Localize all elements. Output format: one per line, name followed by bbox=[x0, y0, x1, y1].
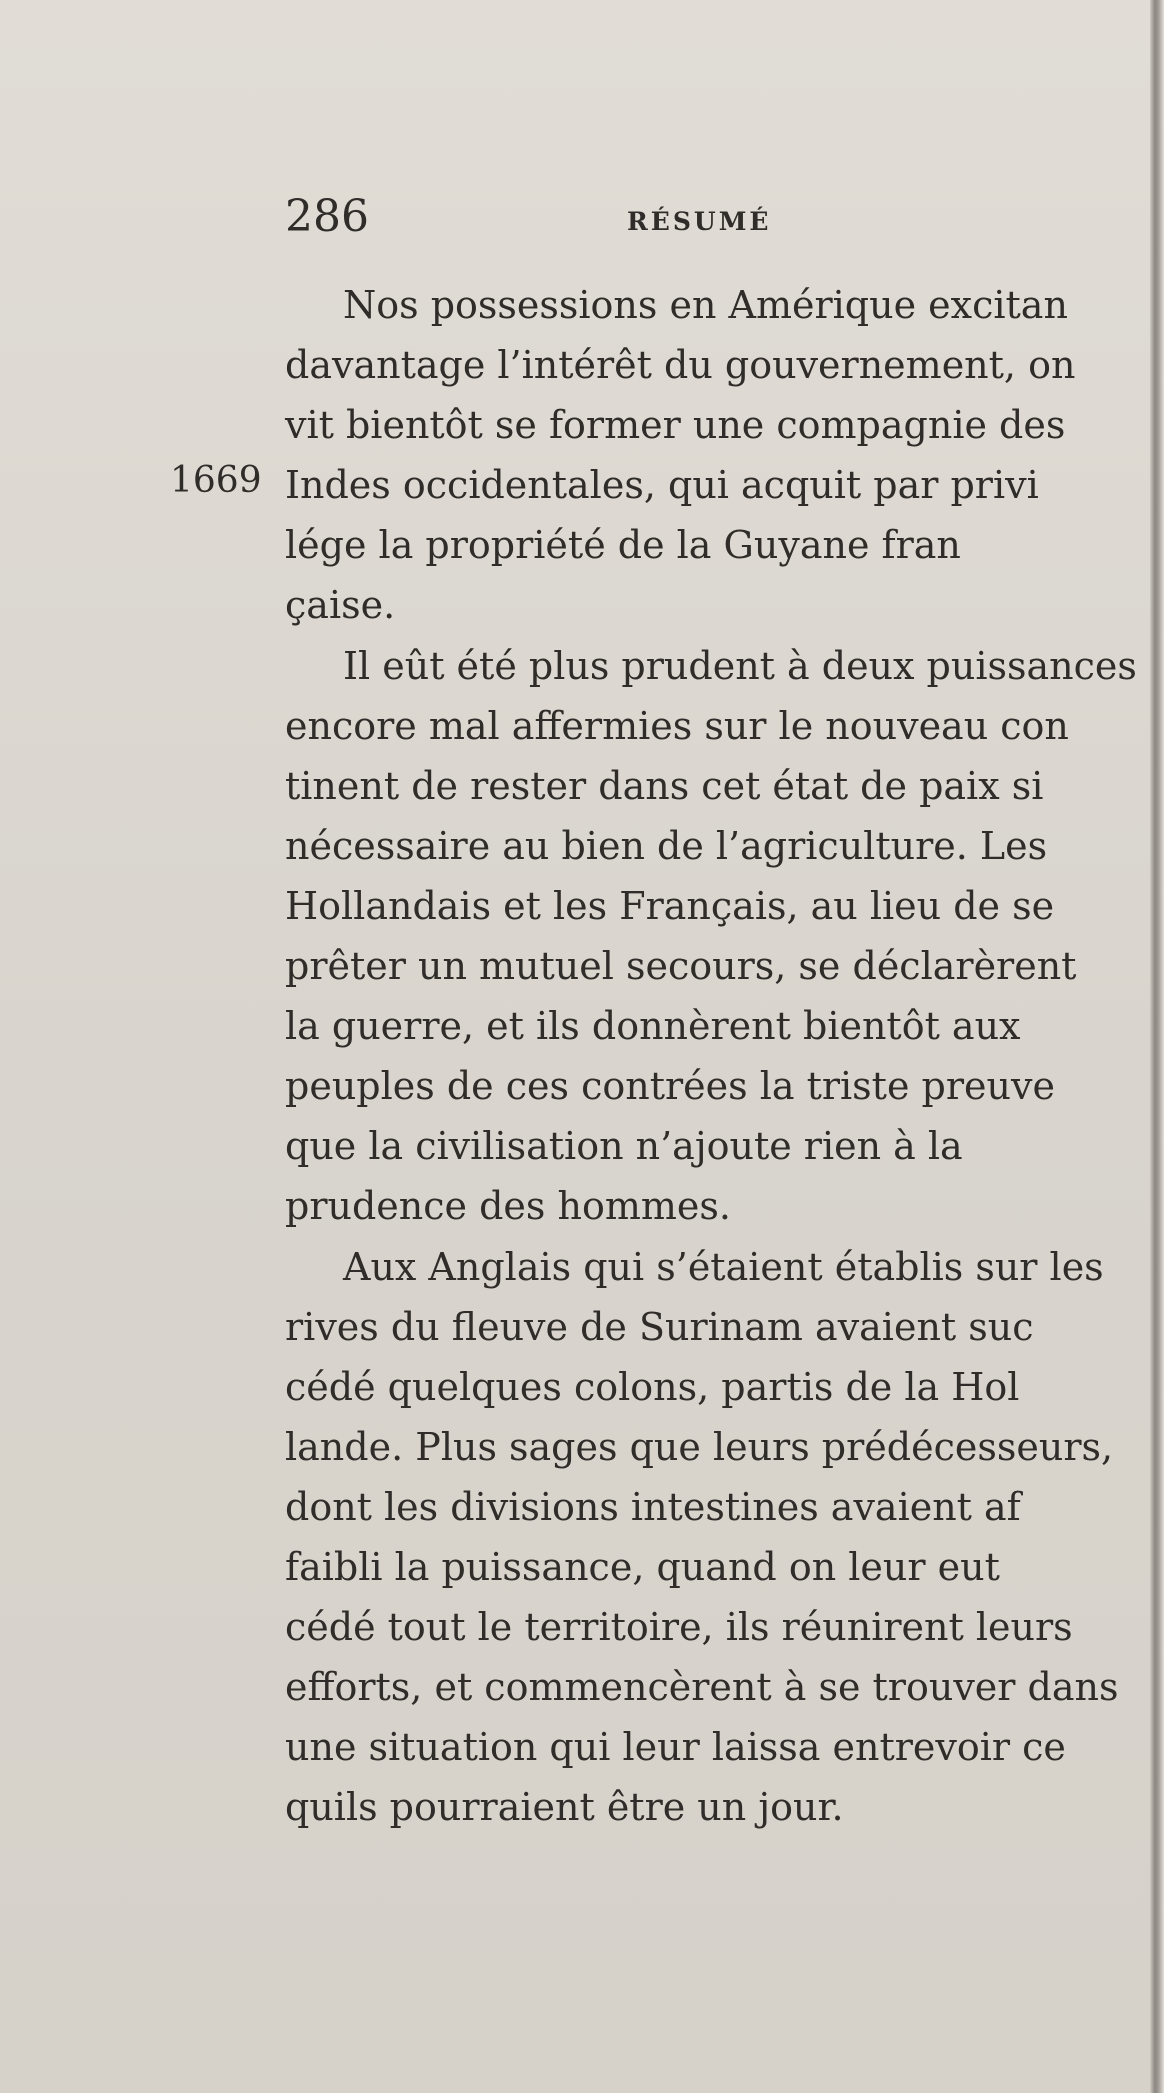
text-line: rives du fleuve de Surinam avaient suc bbox=[285, 1304, 1034, 1349]
text-line: peuples de ces contrées la triste preuve bbox=[285, 1064, 1055, 1109]
text-line: quils pourraient être un jour. bbox=[285, 1785, 844, 1830]
text-line: vit bientôt se former une compagnie des bbox=[285, 403, 1066, 448]
text-line: une situation qui leur laissa entrevoir ce bbox=[285, 1725, 1066, 1770]
text-line: lande. Plus sages que leurs prédécesseurs, bbox=[285, 1424, 1114, 1469]
text-line: efforts, et commencèrent à se trouver dans bbox=[285, 1665, 1119, 1710]
text-line: que la civilisation n’ajoute rien à la bbox=[285, 1124, 963, 1169]
text-line: Indes occidentales, qui acquit par privi bbox=[285, 463, 1039, 508]
text-line: lége la propriété de la Guyane fran bbox=[285, 523, 961, 568]
text-line: prêter un mutuel secours, se déclarèrent bbox=[285, 944, 1077, 989]
text-line: cédé tout le territoire, ils réunirent leurs bbox=[285, 1605, 1073, 1650]
text-line: Hollandais et les Français, au lieu de se bbox=[285, 883, 1055, 928]
running-title: RÉSUMÉ bbox=[627, 207, 772, 236]
text-line: Aux Anglais qui s’étaient établis sur les bbox=[343, 1244, 1104, 1289]
text-line: encore mal affermies sur le nouveau con bbox=[285, 703, 1069, 748]
page-number: 286 bbox=[285, 191, 369, 242]
text-line: la guerre, et ils donnèrent bientôt aux bbox=[285, 1004, 1021, 1049]
text-line: dont les divisions intestines avaient af bbox=[285, 1484, 1021, 1529]
page-header bbox=[285, 191, 1155, 255]
text-line: cédé quelques colons, partis de la Hol bbox=[285, 1364, 1020, 1409]
text-line: tinent de rester dans cet état de paix si bbox=[285, 763, 1044, 808]
text-line: faibli la puissance, quand on leur eut bbox=[285, 1544, 1000, 1589]
text-line: çaise. bbox=[285, 583, 396, 628]
body-text bbox=[285, 275, 1155, 1837]
margin-year-note: 1669 bbox=[170, 460, 262, 501]
text-line: Nos possessions en Amérique excitan bbox=[343, 283, 1068, 327]
text-line: davantage l’intérêt du gouvernement, on bbox=[285, 343, 1076, 388]
text-line: Il eût été plus prudent à deux puissances bbox=[343, 643, 1137, 688]
text-line: nécessaire au bien de l’agriculture. Les bbox=[285, 823, 1048, 868]
text-line: prudence des hommes. bbox=[285, 1184, 731, 1229]
